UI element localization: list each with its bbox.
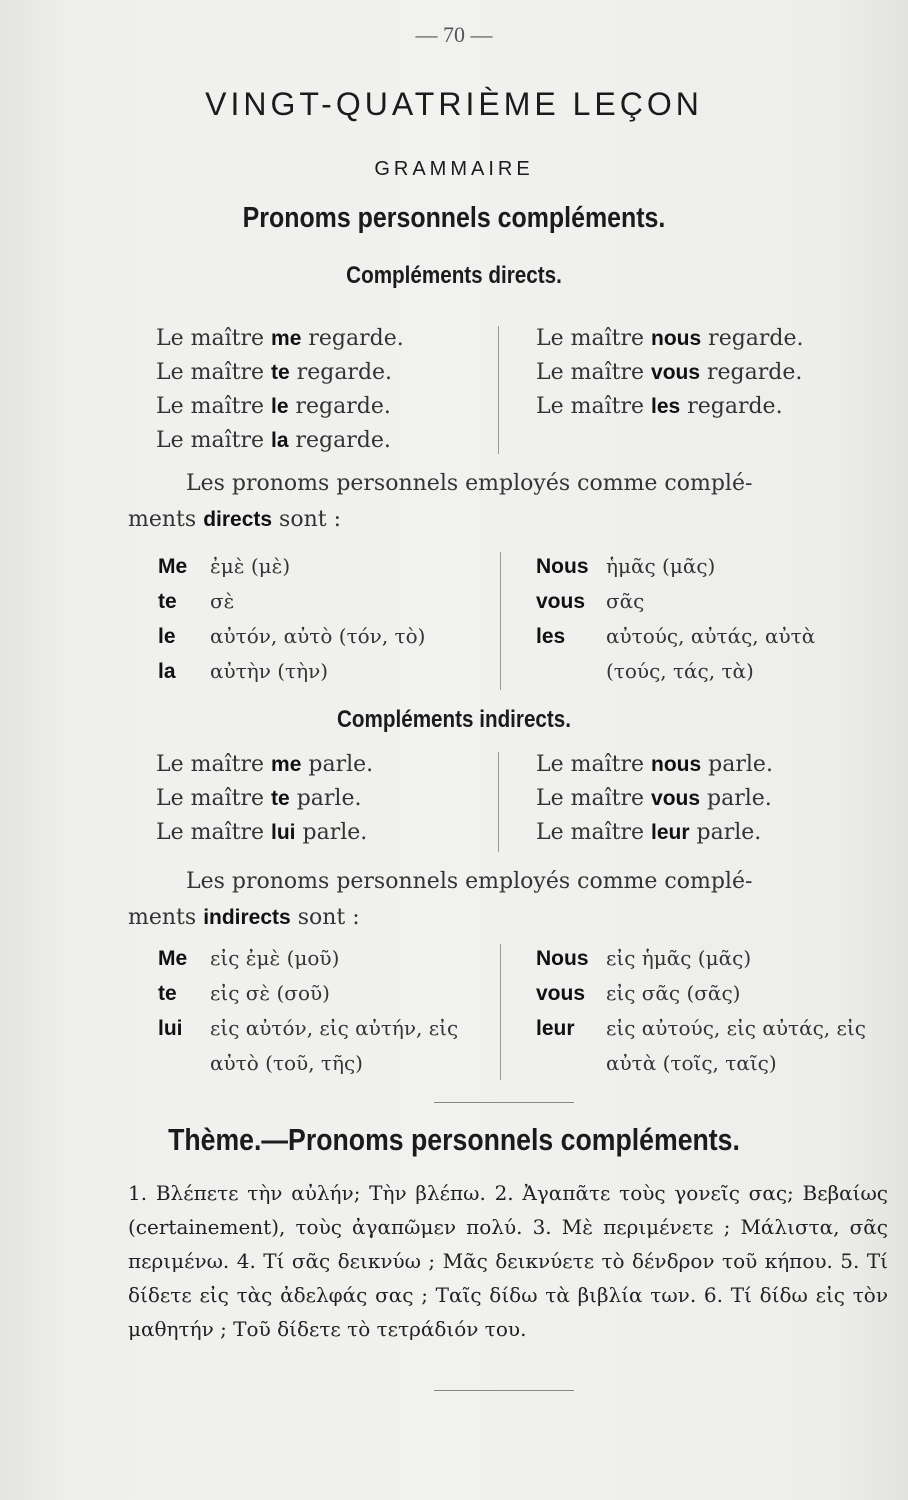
section-label: GRAMMAIRE [374,158,534,180]
pronoun-row: (τούς, τάς, τὰ) [606,659,754,683]
column-divider [500,552,501,690]
pronoun-row: te εἰς σὲ (σοῦ) [158,981,330,1005]
intro-text: Les pronoms personnels employés comme complé- [186,869,753,894]
example-row: Le maître le regarde. [156,394,391,419]
page-number: — 70 — [415,22,493,47]
indirect-heading: Compléments indirects. [337,706,571,733]
pronoun-row: la αὐτὴν (τὴν) [158,659,329,683]
pronoun-row: Me ἐμὲ (μὲ) [158,554,291,578]
column-divider [500,944,501,1080]
direct-heading: Compléments directs. [346,262,562,289]
pronoun-row: te σὲ [158,589,235,613]
example-row: Le maître vous regarde. [536,360,803,385]
pronoun-row: Nous εἰς ἡμᾶς (μᾶς) [536,946,752,970]
example-row: Le maître te parle. [156,786,362,811]
theme-text: 1. Βλέπετε τὴν αὐλήν; Τὴν βλέπω. 2. Ἀγαπᾶτε τοὺς γονεῖς σας; Βεβαίως (certainement), τοὺς ἀγαπῶμεν πολύ. 3. Μὲ περιμένετε ; Μάλιστα, σᾶς περιμένω. 4. Τί σᾶς δεικνύω ; Μᾶς δεικνύετε τὸ δένδρον τοῦ κήπου. 5. Τί δίδετε εἰς τὰς ἀδελφάς σας ; Ταῖς δίδω τὰ βιβλία των. 6. Τί δίδω εἰς τὸν μαθητήν ; Τοῦ δίδετε τὸ τετράδιόν του. [128,1181,888,1341]
pronoun-row: les αὐτούς, αὐτάς, αὐτὰ [536,624,816,648]
pronoun-row: Me εἰς ἐμὲ (μοῦ) [158,946,340,970]
example-row: Le maître me parle. [156,752,374,777]
pronoun-row: Nous ἡμᾶς (μᾶς) [536,554,716,578]
column-divider [498,326,499,454]
pronoun-row: αὐτὰ (τοῖς, ταῖς) [606,1051,777,1075]
section-rule [434,1102,574,1103]
pronoun-row: leur εἰς αὐτούς, εἰς αὐτάς, εἰς [536,1016,866,1040]
pronoun-row: vous εἰς σᾶς (σᾶς) [536,981,741,1005]
theme-heading: Thème.—Pronoms personnels compléments. [168,1122,740,1157]
intro-text: ments directs sont : [128,507,342,532]
example-row: Le maître nous parle. [536,752,773,777]
pronoun-row: lui εἰς αὐτόν, εἰς αὐτήν, εἰς [158,1016,459,1040]
pronoun-row: αὐτὸ (τοῦ, τῆς) [210,1051,363,1075]
example-row: Le maître la regarde. [156,428,391,453]
column-divider [498,752,499,852]
example-row: Le maître leur parle. [536,820,762,845]
lesson-title: VINGT-QUATRIÈME LEÇON [205,86,703,122]
section-rule [434,1390,574,1391]
intro-text: ments indirects sont : [128,905,360,930]
example-row: Le maître vous parle. [536,786,772,811]
example-row: Le maître nous regarde. [536,326,804,351]
main-heading: Pronoms personnels compléments. [242,202,666,234]
example-row: Le maître les regarde. [536,394,783,419]
pronoun-row: vous σᾶς [536,589,645,613]
example-row: Le maître me regarde. [156,326,404,351]
intro-text: Les pronoms personnels employés comme complé- [186,471,753,496]
example-row: Le maître lui parle. [156,820,368,845]
example-row: Le maître te regarde. [156,360,393,385]
pronoun-row: le αὐτόν, αὐτὸ (τόν, τὸ) [158,624,426,648]
